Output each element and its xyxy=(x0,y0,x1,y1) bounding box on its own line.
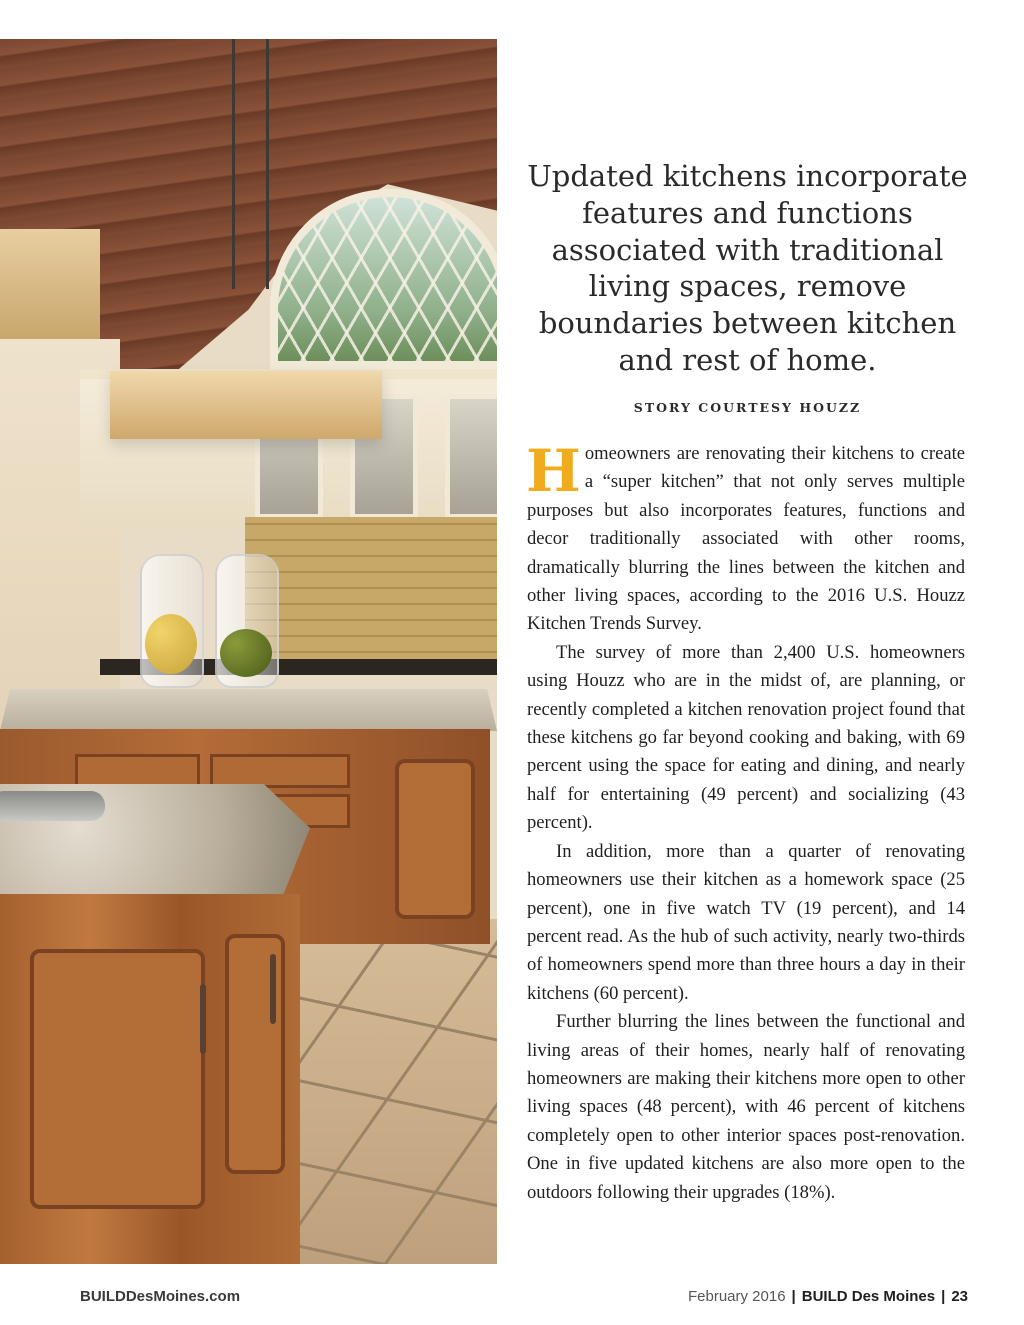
footer-separator: | xyxy=(791,1288,796,1305)
footer-publication: BUILD Des Moines xyxy=(801,1288,936,1305)
paragraph xyxy=(526,437,965,639)
pendant-lamp-shade xyxy=(110,371,382,439)
drawer xyxy=(210,754,350,788)
drawer xyxy=(75,754,200,788)
sink xyxy=(0,791,105,821)
limes xyxy=(220,629,272,677)
footer-date: February 2016 xyxy=(687,1288,786,1305)
footer-separator: | xyxy=(941,1288,946,1305)
paragraph: Further blurring the lines between the functional and living areas of their homes, nearly half of renovating homeowners are making their kitchens more open to other living spaces (48 percent), with 46 percent of kitchens completely open to other interior spaces post-renovation. One in five updated kitchens are also more open to the outdoors following their upgrades (18%). xyxy=(527,1011,965,1203)
footer-website: BUILDDesMoines.com xyxy=(80,1288,241,1305)
article-body xyxy=(526,437,965,1207)
tile-backsplash xyxy=(245,517,497,667)
footer-folio xyxy=(688,1288,968,1305)
page-number: 23 xyxy=(951,1288,968,1305)
kitchen-photo xyxy=(0,39,497,1264)
cabinet-panel xyxy=(395,759,475,919)
pendant-chain xyxy=(266,39,269,289)
paragraph: The survey of more than 2,400 U.S. homeowners using Houzz who are in the midst of, are planning, or recently completed a kitchen renovation project found that these kitchens go far beyond cooking and baking, with 69 percent using the space for eating and dining, and nearly half for entertaining (49 percent) and socializing (43 percent). xyxy=(527,641,965,834)
cabinet-handle xyxy=(270,954,276,1024)
front-island-cabinets xyxy=(0,894,300,1264)
pendant-lamp-left xyxy=(0,229,100,339)
paragraph: In addition, more than a quarter of renovating homeowners use their kitchen as a homework space (25 percent), one in five watch TV (19 percent), and 14 percent read. As the hub of such activity, nearly two-thirds of homeowners spend more than three hours a day in their kitchens (60 percent). xyxy=(527,840,965,1004)
cabinet-handle xyxy=(200,984,206,1054)
lemons xyxy=(145,614,197,674)
glass-cabinet-door xyxy=(445,394,497,519)
byline: STORY COURTESY HOUZZ xyxy=(633,400,862,415)
drop-cap: H xyxy=(526,437,581,505)
article-headline: Updated kitchens incorporate features and functions associated with traditional living spaces, remove boundaries between kitchen and rest of home. xyxy=(527,159,968,377)
cabinet-panel xyxy=(225,934,285,1174)
paragraph-text: omeowners are renovating their kitchens to create a “super kitchen” that not only serves multiple purposes but also incorporates features, functions and decor traditionally associated with other rooms, dramatically blurring the lines between the kitchen and other living spaces, according to the 2016 U.S. Houzz Kitchen Trends Survey. xyxy=(527,443,965,635)
back-island-countertop xyxy=(0,689,497,731)
pendant-chain xyxy=(232,39,235,289)
cabinet-panel xyxy=(30,949,205,1209)
